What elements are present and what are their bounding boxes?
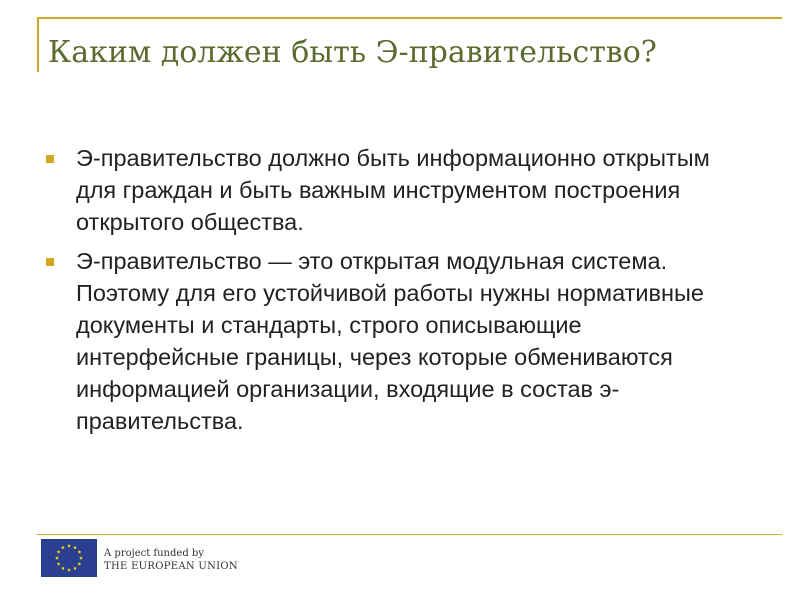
funding-notice: [104, 547, 238, 573]
eu-star-icon: [61, 566, 65, 570]
square-bullet-icon: [46, 155, 54, 163]
eu-star-icon: [61, 546, 65, 550]
eu-star-icon: [67, 544, 71, 548]
funding-line: A project funded by: [104, 548, 204, 559]
bullet-item: [46, 142, 746, 238]
eu-star-icon: [77, 562, 81, 566]
eu-flag-icon: [41, 539, 97, 577]
left-rule: [37, 17, 39, 72]
eu-star-icon: [55, 556, 59, 560]
bullet-item: [46, 245, 746, 437]
bottom-rule: [37, 534, 782, 535]
eu-star-icon: [57, 550, 61, 554]
top-rule: [37, 17, 782, 19]
bullet-list: [46, 142, 746, 444]
bullet-text: Э-правительство должно быть информационно открытым для граждан и быть важным инструментом построения открытого общества.: [76, 145, 710, 235]
eu-star-icon: [73, 546, 77, 550]
bullet-text: Э-правительство — это открытая модульная система. Поэтому для его устойчивой работы нужны нормативные документы и стандарты, строго описывающие интерфейсные границы, через которые обмениваются информацией организации, входящие в состав э-правительства.: [76, 248, 704, 434]
eu-star-icon: [79, 556, 83, 560]
eu-star-icon: [67, 568, 71, 572]
eu-star-icon: [77, 550, 81, 554]
square-bullet-icon: [46, 258, 54, 266]
slide-title: Каким должен быть Э-правительство?: [48, 35, 657, 70]
eu-star-icon: [57, 562, 61, 566]
funding-org: THE EUROPEAN UNION: [104, 561, 238, 572]
eu-star-icon: [73, 566, 77, 570]
